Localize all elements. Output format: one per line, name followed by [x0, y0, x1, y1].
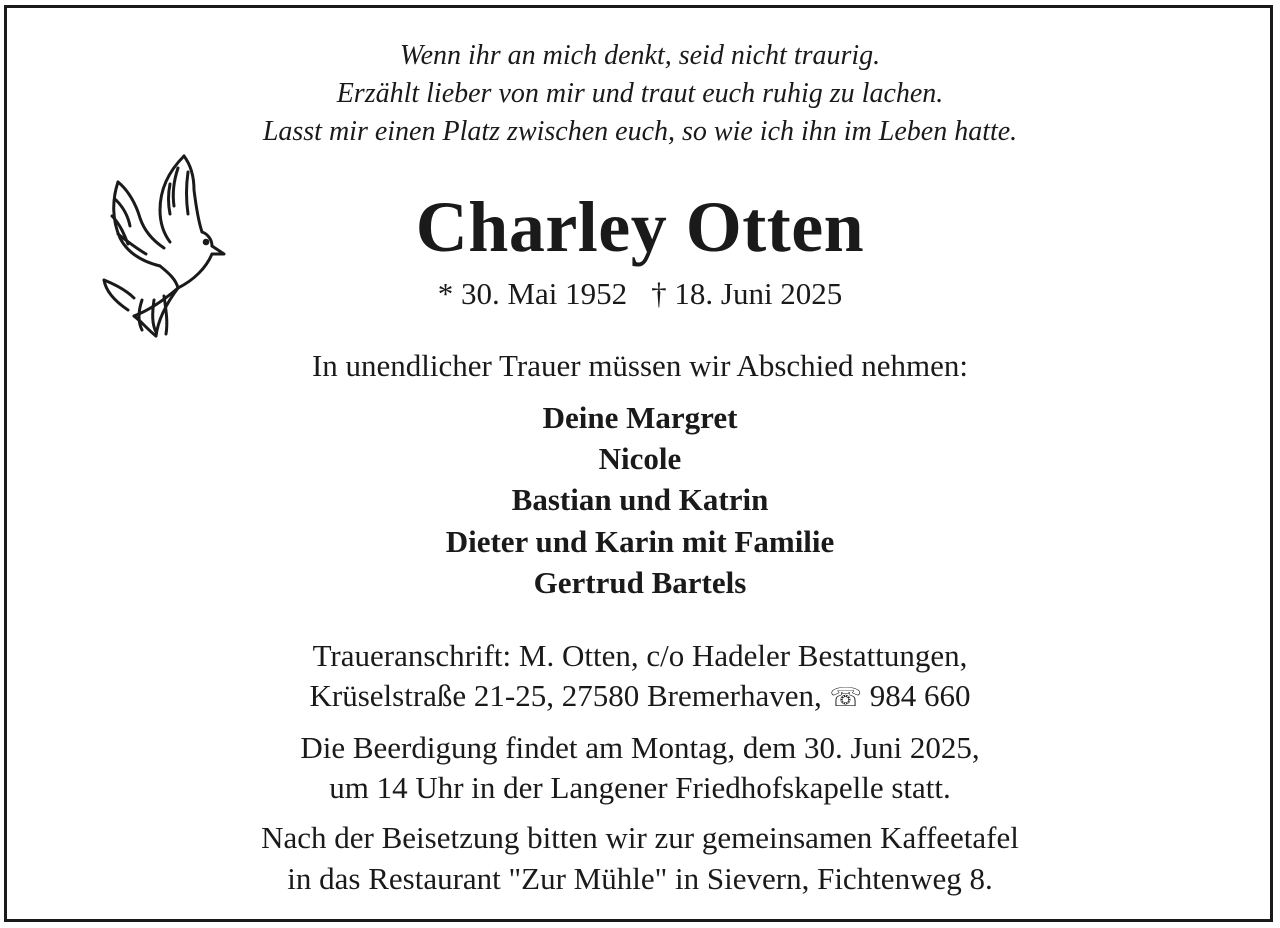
funeral-line-2: um 14 Uhr in der Langener Friedhofskapelle statt. [329, 770, 951, 805]
phone-number: 984 660 [869, 678, 971, 713]
funeral-line-1: Die Beerdigung findet am Montag, dem 30. Juni 2025, [300, 730, 980, 765]
mourner-1: Deine Margret [542, 400, 738, 435]
mourner-4: Dieter und Karin mit Familie [445, 524, 835, 559]
motto-line-1: Wenn ihr an mich denkt, seid nicht traurig. [399, 40, 881, 71]
address-line-1: Traueranschrift: M. Otten, c/o Hadeler Bestattungen, [312, 638, 968, 673]
farewell-lead: In unendlicher Trauer müssen wir Abschied nehmen: [311, 348, 969, 383]
motto-line-2: Erzählt lieber von mir und traut euch ruhig zu lachen. [336, 78, 944, 109]
motto-line-3: Lasst mir einen Platz zwischen euch, so wie ich ihn im Leben hatte. [262, 116, 1018, 147]
death-date: † 18. Juni 2025 [651, 276, 843, 311]
mourner-5: Gertrud Bartels [533, 565, 747, 600]
address-street: Krüselstraße 21-25, 27580 Bremerhaven, [309, 678, 830, 713]
telephone-icon: ☏ [829, 683, 862, 713]
mourner-2: Nicole [598, 441, 682, 476]
address-line-2 [0, 678, 1280, 714]
life-dates [0, 276, 1280, 312]
reception-line-1: Nach der Beisetzung bitten wir zur gemeinsamen Kaffeetafel [261, 820, 1019, 855]
birth-date: * 30. Mai 1952 [437, 276, 628, 311]
reception-line-2: in das Restaurant "Zur Mühle" in Sievern, Fichtenweg 8. [287, 861, 993, 896]
deceased-name: Charley Otten [415, 187, 865, 267]
mourner-3: Bastian und Katrin [511, 482, 769, 517]
